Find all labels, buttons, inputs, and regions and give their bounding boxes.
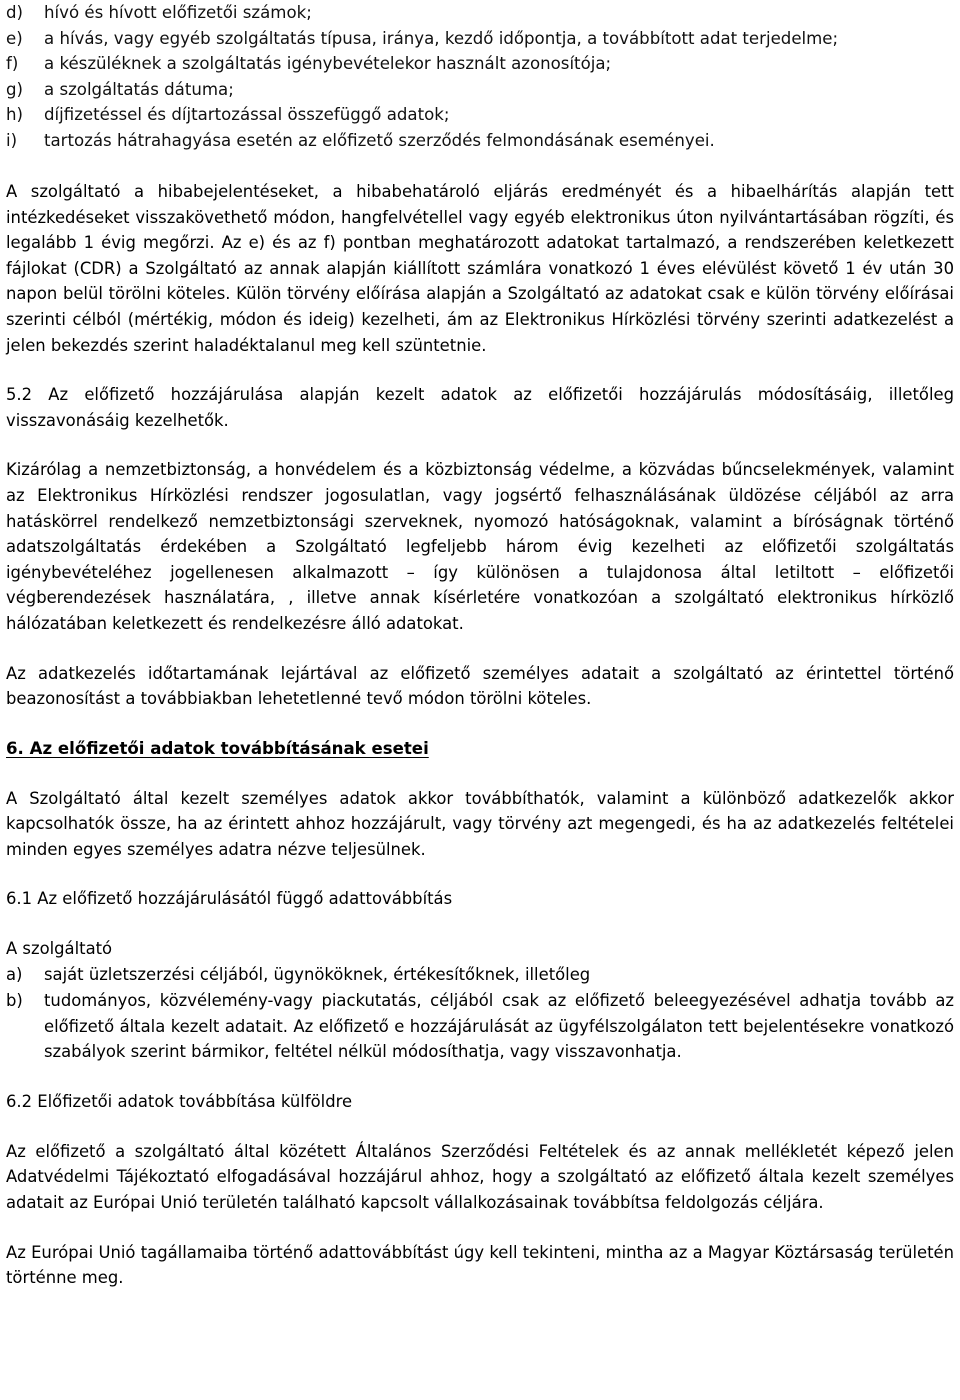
list-text: hívó és hívott előfizetői számok; [44,3,312,22]
list-marker: a) [6,965,23,985]
list-marker: i) [6,130,18,150]
list-marker: b) [6,991,23,1011]
paragraph-deletion: Az adatkezelés időtartamának lejártával az előfizető személyes adatait a szolgáltató az érintettel történő beazonosítást a továbbiakban lehetetlenné tevő módon törölni köteles. [6,663,954,709]
list-marker: d) [6,3,24,22]
list-marker: e) [6,28,23,48]
list-text: saját üzletszerzési céljából, ügynököknek, értékesítőknek, illetőleg [44,965,591,985]
section-heading-6: 6. Az előfizetői adatok továbbításának esetei [6,738,429,758]
list-text: díjfizetéssel és díjtartozással összefüggő adatok; [44,105,450,124]
paragraph-foreign-transfer: Az előfizető a szolgáltató által közétett Általános Szerződési Feltételek és az annak mellékletét képező jelen Adatvédelmi Tájékoztató elfogadásával hozzájárul ahhoz, hogy a szolgáltató az előfizető általa kezelt személyes adatait az Európai Unió területén található kapcsolt vállalkozásainak továbbítsa feldolgozás céljára. [6,1141,954,1213]
list-marker: g) [6,79,24,99]
list-marker: h) [6,105,23,124]
consent-list [6,962,954,1064]
list-text: a készüléknek a szolgáltatás igénybevételekor használt azonosítója; [44,54,612,73]
list-item [6,102,954,128]
list-text: a szolgáltatás dátuma; [44,79,234,99]
list-item [6,962,954,988]
list-item [6,51,954,77]
list-text: tartozás hátrahagyása esetén az előfizető szerződés felmondásának eseményei. [44,130,715,150]
list-item [6,0,954,26]
subheading-6-1: 6.1 Az előfizető hozzájárulásától függő adattovábbítás [6,889,453,909]
paragraph-5-2: 5.2 Az előfizető hozzájárulása alapján kezelt adatok az előfizetői hozzájárulás módosításáig, illetőleg visszavonásáig kezelhetők. [6,385,954,430]
paragraph-eu-transfer: Az Európai Unió tagállamaiba történő adattovábbítást úgy kell tekinteni, mintha az a Magyar Köztársaság területén történne meg. [6,1242,954,1288]
list-text: tudományos, közvélemény-vagy piackutatás, céljából csak az előfizető beleegyezésével adhatja tovább az előfizető általa kezelt adatait. Az előfizető e hozzájárulását az ügyfélszolgálaton tett bejelentésekre vonatkozó szabályok szerint bármikor, feltétel nélkül módosíthatja, vagy visszavonhatja. [44,991,954,1062]
list-item [6,128,954,154]
subheading-6-2: 6.2 Előfizetői adatok továbbítása külföldre [6,1091,353,1111]
list-item [6,26,954,52]
list-intro: A szolgáltató [6,939,113,959]
list-text: a hívás, vagy egyéb szolgáltatás típusa, iránya, kezdő időpontja, a továbbított adat terjedelme; [44,28,839,48]
paragraph-retention: A szolgáltató a hibabejelentéseket, a hibabehatároló eljárás eredményét és a hibaelhárítás alapján tett intézkedéseket visszakövethető módon, hangfelvétellel vagy egyéb elektronikus úton nyilvántartásában rögzíti, és legalább 1 évig megőrzi. Az e) és az f) pontban meghatározott adatokat tartalmazó, a rendszerében keletkezett fájlokat (CDR) a Szolgáltató az annak alapján kiállított számlára vonatkozó 1 éves elévülést követő 1 év után 30 napon belül törölni köteles. Külön törvény előírása alapján a Szolgáltató az adatokat csak e külön törvény előírásai szerinti célból (mértékig, módon és ideig) kezelheti, ám az Elektronikus Hírközlési törvény szerinti adatkezelést a jelen bekezdés szerint haladéktalanul meg kell szüntetnie. [6,182,954,355]
list-item [6,77,954,103]
data-items-list [6,0,954,153]
list-item [6,988,954,1065]
paragraph-national-security: Kizárólag a nemzetbiztonság, a honvédelem és a közbiztonság védelme, a közvádas bűncselekmények, valamint az Elektronikus Hírközlési rendszer jogosulatlan, vagy jogsértő felhasználásának üldözése céljából az arra hatáskörrel rendelkező nemzetbiztonsági szerveknek, nyomozó hatóságoknak, valamint a bíróságnak történő adatszolgáltatás érdekében a Szolgáltató legfeljebb három évig kezelheti az előfizetői szolgáltatás igénybevételéhez jogellenesen alkalmazott – így különösen a tulajdonosa által letiltott – előfizetői végberendezések használatára, , illetve annak kísérletére vonatkozóan a szolgáltató elektronikus hírközlő hálózatában keletkezett és rendelkezésre álló adatokat. [6,460,954,633]
list-marker: f) [6,54,19,73]
paragraph-transfer-conditions: A Szolgáltató által kezelt személyes adatok akkor továbbíthatók, valamint a különböző adatkezelők akkor kapcsolhatók össze, ha az érintett ahhoz hozzájárult, vagy törvény azt megengedi, és ha az adatkezelés feltételei minden egyes személyes adatra nézve teljesülnek. [6,788,954,859]
